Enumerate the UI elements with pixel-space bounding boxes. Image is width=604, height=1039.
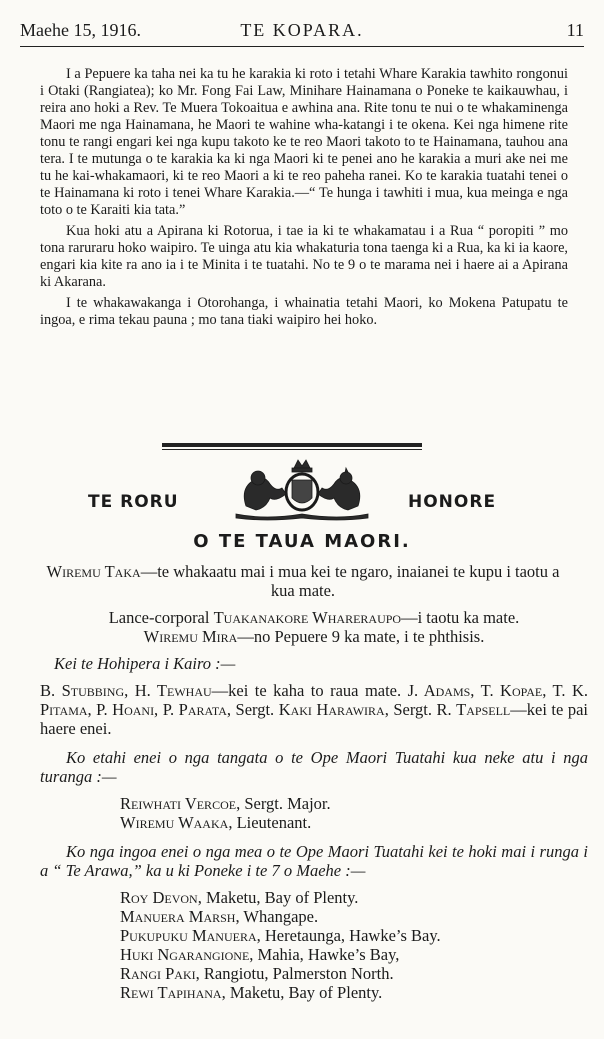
soldier-place: , Maketu, Bay of Plenty. [221, 983, 383, 1002]
casualty-entry [18, 608, 588, 627]
returned-list [18, 888, 588, 1002]
news-column [40, 66, 568, 333]
page-number: 11 [566, 20, 584, 40]
soldier-place: , Rangiotu, Palmerston North. [195, 964, 394, 983]
casualty-text: —te whakaatu mai i mua kei te ngaro, inaianei te kupu i taotu a kua mate. [140, 562, 560, 600]
list-item [120, 964, 588, 983]
patient-status: —kei te pai haere enei. [40, 700, 588, 738]
paragraph-otaki-service: I a Pepuere ka taha nei ka tu he karakia ki roto i tetahi Whare Karakia tawhito rongonui i Otaki (Rangiatea); ko Mr. Fong Fai Law, Minihare Hainamana o Poneke te kaikauwhau, i reira ano hoki a Rev. Te Muera Tokoaitua e awhina ana. Rite tonu te nui o te whakaminenga Maori me nga Hainamana, he Maori te wahine wha-katangi i te okena. Kei nga himene rite tonu te rangi engari kei nga kupu takoto ke te reo Maori takoto to te Hainamana, tauhou ana tera. I te mutunga o te karakia ka ki nga Maori ki te penei ano he karakia a muri ake nei me tu he kai-whakamaori, ki te reo Maori a ki te reo paheha ranei. Ko te karakia tuatahi tenei o te Hainamana ki roto i tenei Whare Karakia.—“ Te hunga i tawhiti i mua, kua meinga e nga toto o te Karaiti kia tata.” [40, 66, 568, 218]
patient-rank: , Sergt. R. [384, 700, 457, 719]
soldier-rank: , Sergt. Major. [236, 794, 331, 813]
soldier-name: Manuera Marsh [120, 907, 236, 926]
paragraph-otorohanga-court: I te whakawakanga i Otorohanga, i whainatia tetahi Maori, ko Mokena Patupatu te ingoa, e rima tekau pauna ; mo tana tiaki waipiro hei hoko. [40, 295, 568, 328]
patient-names: Tapsell [456, 700, 511, 719]
section-divider-thick [162, 443, 422, 447]
returned-heading: Ko nga ingoa enei o nga mea o te Ope Maori Tuatahi kei te hoki mai i runga i a “ Te Arawa,” ka u ki Poneke i te 7 o Maehe :— [40, 842, 588, 880]
casualty-text: —no Pepuere 9 ka mate, i te phthisis. [237, 627, 485, 646]
list-item [120, 945, 588, 964]
list-item [120, 888, 588, 907]
soldier-name: Rangi Paki [120, 964, 196, 983]
roll-title-right: HONORE [408, 492, 497, 512]
casualty-entry [18, 562, 588, 600]
patient-names: Kaki Harawira [278, 700, 385, 719]
soldier-place: , Whangape. [235, 907, 319, 926]
section-divider-thin [162, 449, 422, 450]
soldier-place: , Maketu, Bay of Plenty. [197, 888, 359, 907]
casualty-name: Wiremu Mira [143, 627, 238, 646]
casualty-rank: Lance-corporal [108, 608, 214, 627]
list-item [120, 813, 588, 832]
soldier-name: Reiwhati Vercoe [120, 794, 237, 813]
soldier-place: , Mahia, Hawke’s Bay, [249, 945, 400, 964]
promoted-list [18, 794, 588, 832]
soldier-rank: , Lieutenant. [228, 813, 312, 832]
roll-subtitle: O TE TAUA MAORI. [193, 531, 411, 552]
soldier-place: , Heretaunga, Hawke’s Bay. [256, 926, 441, 945]
page-header [20, 20, 584, 46]
casualty-name: Tuakanakore Whareraupo [213, 608, 402, 627]
casualty-entry [18, 627, 588, 646]
casualty-name: Wiremu Taka [46, 562, 141, 581]
patient-rank: , Sergt. [226, 700, 279, 719]
roll-title-left: TE RORU [88, 492, 179, 512]
soldier-name: Roy Devon [120, 888, 198, 907]
soldier-name: Rewi Tapihana [120, 983, 222, 1002]
soldier-name: Pukupuku Manuera [120, 926, 257, 945]
casualty-text: —i taotu ka mate. [401, 608, 520, 627]
patient-status: —kei te kaha to raua mate. [211, 681, 408, 700]
issue-date: Maehe 15, 1916. [20, 20, 141, 40]
hospital-list [18, 681, 588, 738]
royal-coat-of-arms-icon [226, 458, 378, 522]
roll-list [18, 562, 588, 1002]
list-item [120, 983, 588, 1002]
patient-names: J. Adams, T. Kopae, T. K. Pitama, P. Hoani, P. Parata [40, 681, 588, 719]
patient-names: B. Stubbing, H. Tewhau [40, 681, 212, 700]
list-item [120, 794, 588, 813]
header-divider [20, 46, 584, 47]
publication-title: TE KOPARA. [240, 20, 364, 40]
soldier-name: Wiremu Waaka [120, 813, 229, 832]
soldier-name: Huki Ngarangione [120, 945, 250, 964]
list-item [120, 907, 588, 926]
promoted-heading: Ko etahi enei o nga tangata o te Ope Maori Tuatahi kua neke atu i nga turanga :— [40, 748, 588, 786]
list-item [120, 926, 588, 945]
hospital-heading: Kei te Hohipera i Kairo :— [54, 654, 236, 673]
paragraph-apirana-rua: Kua hoki atu a Apirana ki Rotorua, i tae ia ki te whakamatau i a Rua “ poropiti ” mo tona raruraru hoko waipiro. Te uinga atu kia whakaturia tona taenga ki a Rua, ka ki ia kaore, engari kia kite ra ano ia i te Minita i te tuatahi. No te 9 o te marama nei i haere ai a Apirana ki Akarana. [40, 223, 568, 290]
